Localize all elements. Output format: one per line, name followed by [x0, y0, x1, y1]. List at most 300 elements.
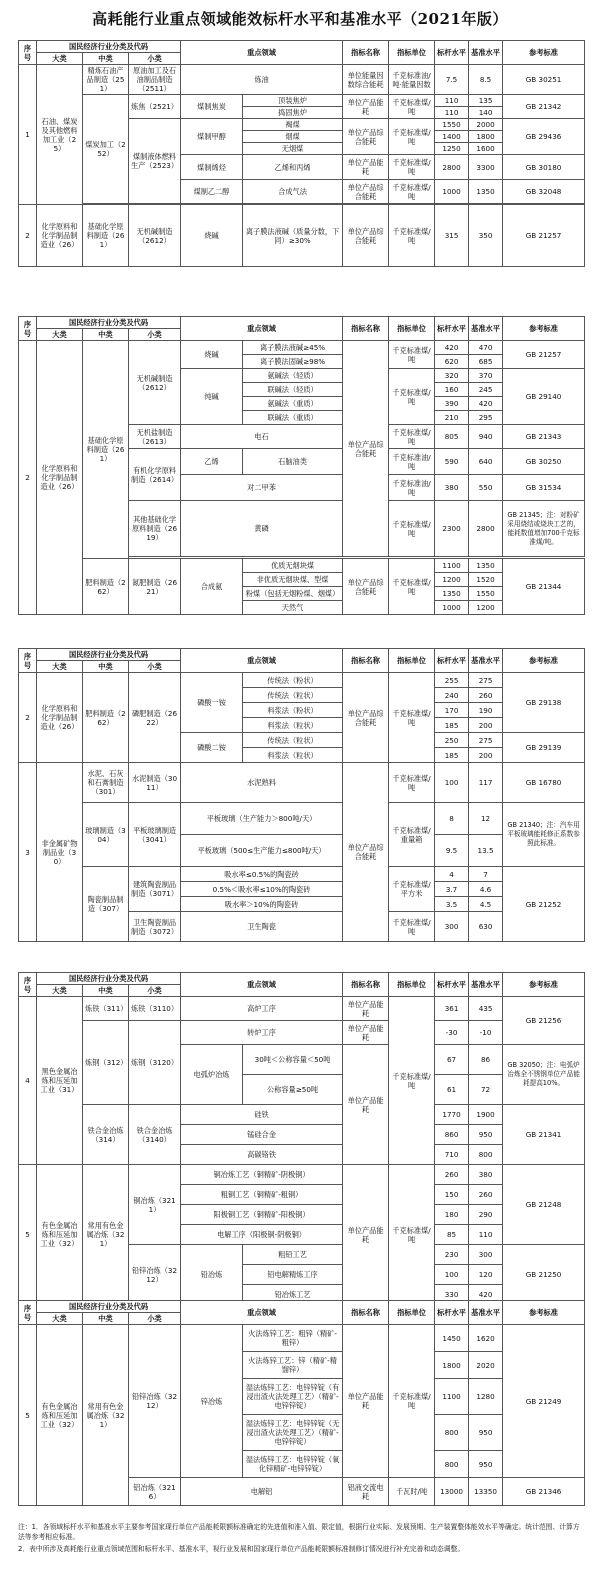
table-cell: GB 29139	[503, 733, 585, 763]
table-cell: GB 30250	[503, 449, 585, 475]
header-baseline: 基准水平	[469, 41, 503, 65]
table-cell: 单位产品综合能耗	[343, 559, 389, 615]
table-cell: 100	[435, 1265, 469, 1285]
energy-table-2	[18, 316, 585, 615]
table-cell: 185	[435, 718, 469, 733]
table-cell: 950	[469, 1451, 503, 1478]
table-cell: 黑色金属冶炼和压延加工业（31）	[37, 997, 83, 1165]
table-cell: 1200	[435, 573, 469, 587]
table-cell: 千克标准煤/吨	[389, 673, 435, 763]
table-cell: 离子膜法液碱（质量分数，下同）≥30%	[243, 205, 343, 267]
table-cell: 260	[469, 1185, 503, 1205]
table-cell: 吸水率＞10%的陶瓷砖	[181, 897, 343, 912]
header-benchmark: 标杆水平	[435, 649, 469, 673]
table-cell: 合成气法	[243, 180, 343, 204]
table-cell: 氨碱法（重质）	[243, 397, 343, 411]
table-cell: 860	[435, 1125, 469, 1145]
table-cell: 电解铝	[181, 1478, 343, 1506]
table-cell: 电解工序（阳极铜-阴极铜）	[181, 1225, 343, 1245]
header-middle: 中类	[83, 1313, 129, 1325]
table-cell: 千克标准煤/吨	[389, 1165, 435, 1305]
header-indicator: 指标名称	[343, 1301, 389, 1325]
table-cell: 640	[469, 449, 503, 475]
table-cell: 粗铅工艺	[243, 1245, 343, 1265]
document-title: 高耗能行业重点领域能效标杆水平和基准水平（2021年版）	[92, 10, 508, 28]
header-seq: 序号	[19, 41, 37, 65]
table-cell: 单位能量因数综合能耗	[343, 65, 389, 95]
table-cell: 1350	[469, 559, 503, 573]
table-cell: 9.5	[435, 835, 469, 867]
table-cell: 千克标准煤/吨	[389, 1325, 435, 1478]
table-cell: GB 21257	[503, 205, 585, 267]
table-cell: 基础化学原料制造（261）	[83, 205, 129, 267]
header-reference: 参考标准	[503, 1301, 585, 1325]
table-cell: 620	[435, 355, 469, 369]
table-cell: 120	[469, 1265, 503, 1285]
table-cell: GB 30251	[503, 65, 585, 95]
table-cell: 单位产品能耗	[343, 1165, 389, 1305]
table-cell: 烧碱	[181, 205, 243, 267]
table-cell: 4.5	[469, 897, 503, 912]
table-cell: 石油、煤炭及其他燃料加工业（25）	[37, 65, 83, 205]
table-cell: 2	[19, 341, 37, 615]
table-cell: 炼钢（312）	[83, 1021, 129, 1105]
table-cell: 火法炼锌工艺：粗锌（精矿-粗锌）	[243, 1325, 343, 1352]
table-cell: 单位产品综合能耗	[343, 341, 389, 557]
table-cell: 粉煤（包括无烟粉煤、烟煤）	[243, 587, 343, 601]
table-cell: 85	[435, 1225, 469, 1245]
table-cell: 高炉工序	[181, 997, 343, 1021]
table-cell: 1620	[469, 1325, 503, 1352]
table-cell: 1900	[469, 1105, 503, 1125]
header-major: 大类	[37, 53, 83, 65]
header-benchmark: 标杆水平	[435, 41, 469, 65]
header-unit: 指标单位	[389, 649, 435, 673]
table-cell: 铅电解精炼工序	[243, 1265, 343, 1285]
table-cell: 料浆法（粒状）	[243, 748, 343, 763]
table-cell: 1770	[435, 1105, 469, 1125]
table-cell: 铜冶炼工艺（铜精矿-阴极铜）	[181, 1165, 343, 1185]
table-cell: 190	[469, 703, 503, 718]
table-cell: 单位产品能耗	[343, 1325, 389, 1478]
table-cell: 有机化学原料制造（2614）	[129, 449, 181, 501]
table-cell: GB 31534	[503, 475, 585, 501]
table-cell: 单位产品能耗	[343, 997, 389, 1021]
table-cell: 纯碱	[181, 369, 243, 425]
table-cell: 86	[469, 1045, 503, 1075]
table-cell: 1400	[435, 131, 469, 143]
energy-table-1	[18, 40, 585, 267]
table-cell: 铁合金冶炼（3140）	[129, 1105, 181, 1165]
header-minor: 小类	[129, 985, 181, 997]
table-cell: 锰硅合金	[181, 1125, 343, 1145]
table-cell: 千克标准煤/吨	[389, 341, 435, 369]
header-benchmark: 标杆水平	[435, 317, 469, 341]
table-cell: 350	[469, 205, 503, 267]
table-cell: 435	[469, 997, 503, 1021]
table-cell: 千克标准煤/吨	[389, 997, 435, 1165]
table-cell: 单位产品综合能耗	[343, 673, 389, 763]
header-baseline: 基准水平	[469, 1301, 503, 1325]
table-cell: 无机盐制造（2613）	[129, 425, 181, 449]
table-cell: 420	[469, 1285, 503, 1305]
table-cell: 常用有色金属冶炼（321）	[83, 1325, 129, 1506]
table-cell: 对二甲苯	[181, 475, 343, 501]
table-cell: 水泥制造（3011）	[129, 763, 181, 803]
table-cell: 3300	[469, 155, 503, 180]
header-benchmark: 标杆水平	[435, 1301, 469, 1325]
table-cell: 380	[469, 1165, 503, 1185]
table-cell: 吸水率≤0.5%的陶瓷砖	[181, 867, 343, 882]
table-cell: GB 21342	[503, 95, 585, 119]
table-cell: 铁合金冶炼（314）	[83, 1105, 129, 1165]
table-cell: 煤炭加工（252）	[83, 95, 129, 204]
header-indicator: 指标名称	[343, 973, 389, 997]
table-cell: 8.5	[469, 65, 503, 95]
table-cell: 合成氨	[181, 559, 243, 615]
table-cell: 常用有色金属冶炼（321）	[83, 1165, 129, 1305]
footnote-1: 注：1．各领域标杆水平和基准水平主要参考国家现行单位产品能耗限额标准确定的先进值和准入值、限定值，根据行业实际、发展预期、生产装置整体能效水平等确定。统计范围、计算方法等参考相应标准。	[18, 1523, 580, 1541]
header-baseline: 基准水平	[469, 649, 503, 673]
table-cell: 420	[469, 397, 503, 411]
table-cell: 水泥熟料	[181, 763, 343, 803]
table-cell: 180	[435, 1205, 469, 1225]
table-cell: 粗铜工艺（铜精矿-粗铜）	[181, 1185, 343, 1205]
header-classification: 国民经济行业分类及代码	[37, 973, 181, 985]
table-row	[19, 559, 585, 573]
table-cell: 1250	[435, 143, 469, 155]
header-baseline: 基准水平	[469, 973, 503, 997]
table-cell: 传统法（粉状）	[243, 673, 343, 688]
table-cell: 245	[469, 383, 503, 397]
table-block-5	[18, 1300, 584, 1506]
table-cell: 320	[435, 369, 469, 383]
table-cell: 100	[435, 763, 469, 803]
table-cell: 公称容量≥50吨	[243, 1075, 343, 1105]
table-cell: 湿法炼锌工艺：电锌锌锭（有浸出渣火法处理工艺）（精矿-电锌锌锭）	[243, 1379, 343, 1415]
table-cell: 170	[435, 703, 469, 718]
header-major: 大类	[37, 661, 83, 673]
header-major: 大类	[37, 329, 83, 341]
table-cell: 单位产品综合能耗	[343, 119, 389, 155]
header-field: 重点领域	[181, 317, 343, 341]
table-cell: 260	[435, 1165, 469, 1185]
table-cell: -10	[469, 1021, 503, 1045]
table-cell: 590	[435, 449, 469, 475]
table-cell: 800	[469, 1145, 503, 1165]
table-cell: 顶装焦炉	[243, 95, 343, 107]
header-major: 大类	[37, 1313, 83, 1325]
table-cell: GB 32050；注：电弧炉冶炼全不锈钢单位产品能耗提高10%。	[503, 1045, 585, 1105]
table-cell: GB 32048	[503, 180, 585, 204]
table-cell: GB 21248	[503, 1165, 585, 1245]
table-cell: 火法炼锌工艺：锌（精矿-精馏锌）	[243, 1352, 343, 1379]
table-cell: 褐煤	[243, 119, 343, 131]
header-classification: 国民经济行业分类及代码	[37, 649, 181, 661]
table-cell: 2800	[469, 501, 503, 557]
table-block-2	[18, 316, 584, 615]
table-cell: 铅冶炼工艺	[243, 1285, 343, 1305]
table-cell: 磷肥制造（2622）	[129, 673, 181, 763]
table-cell: 800	[435, 1451, 469, 1478]
table-cell: 5	[19, 1325, 37, 1506]
table-cell: 470	[469, 341, 503, 355]
header-seq: 序号	[19, 649, 37, 673]
table-row	[19, 65, 585, 95]
table-cell: 72	[469, 1075, 503, 1105]
table-cell: 1600	[469, 143, 503, 155]
table-cell: 110	[435, 95, 469, 107]
table-cell: 玻璃制造（304）	[83, 803, 129, 867]
table-cell: 千克标准油/吨·能量因数	[389, 65, 435, 95]
table-cell: 210	[435, 411, 469, 425]
table-cell: GB 21250	[503, 1245, 585, 1305]
table-row	[19, 1021, 585, 1045]
header-unit: 指标单位	[389, 41, 435, 65]
table-cell: 2020	[469, 1352, 503, 1379]
table-cell: 铅锌冶炼（3212）	[129, 1325, 181, 1478]
table-cell: 940	[469, 425, 503, 449]
table-cell: 1	[19, 65, 37, 205]
table-cell: 7	[469, 867, 503, 882]
table-cell: 295	[469, 411, 503, 425]
table-cell: 铝冶炼（3216）	[129, 1478, 181, 1506]
table-cell: 1350	[435, 587, 469, 601]
table-cell: GB 21344	[503, 559, 585, 615]
table-cell: 5	[19, 1165, 37, 1305]
table-cell: 乙烯	[181, 449, 243, 475]
table-cell: 110	[435, 107, 469, 119]
table-cell: 其他基础化学原料制造（2619）	[129, 501, 181, 557]
header-reference: 参考标准	[503, 41, 585, 65]
table-cell: 炼铁（311）	[83, 997, 129, 1021]
table-cell: 非优质无烟块煤、型煤	[243, 573, 343, 587]
header-field: 重点领域	[181, 41, 343, 65]
header-indicator: 指标名称	[343, 649, 389, 673]
header-middle: 中类	[83, 661, 129, 673]
table-cell: 炼钢（3120）	[129, 1021, 181, 1105]
table-cell: 315	[435, 205, 469, 267]
table-cell: 平板玻璃（500≤生产能力≤800吨/天）	[181, 835, 343, 867]
table-cell: 煤制液体燃料生产（2523）	[129, 119, 181, 204]
table-cell: 千克标准油/吨	[389, 475, 435, 501]
table-cell: 千克标准煤/吨	[389, 425, 435, 449]
header-unit: 指标单位	[389, 317, 435, 341]
table-cell: 1000	[435, 601, 469, 615]
header-unit: 指标单位	[389, 1301, 435, 1325]
table-cell: 单位产品能耗	[343, 95, 389, 119]
header-seq: 序号	[19, 317, 37, 341]
table-row	[19, 341, 585, 355]
table-cell: 260	[469, 688, 503, 703]
header-seq: 序号	[19, 1301, 37, 1325]
table-cell: GB 30180	[503, 155, 585, 180]
header-classification: 国民经济行业分类及代码	[37, 317, 181, 329]
table-cell: 300	[469, 1245, 503, 1265]
table-cell: GB 29138	[503, 673, 585, 733]
table-cell: 1350	[469, 180, 503, 204]
table-cell: GB 29436	[503, 119, 585, 155]
table-cell: 420	[435, 341, 469, 355]
table-cell: 氨碱法（轻质）	[243, 369, 343, 383]
header-minor: 小类	[129, 661, 181, 673]
table-cell: 单位产品能耗	[343, 155, 389, 180]
table-cell: 千克标准煤/吨	[389, 180, 435, 204]
header-minor: 小类	[129, 1313, 181, 1325]
header-indicator: 指标名称	[343, 317, 389, 341]
table-cell: 联碱法（轻质）	[243, 383, 343, 397]
table-cell: 710	[435, 1145, 469, 1165]
table-cell: 13.5	[469, 835, 503, 867]
table-row	[19, 95, 585, 107]
table-row	[19, 867, 585, 882]
table-cell: 380	[435, 475, 469, 501]
table-cell: 离子膜法液碱≥45%	[243, 341, 343, 355]
table-cell: 有色金属冶炼和压延加工业（32）	[37, 1325, 83, 1506]
table-cell: 化学原料和化学制品制造业（26）	[37, 341, 83, 615]
table-cell: 单位产品综合能耗	[343, 205, 389, 267]
table-cell: 锌冶炼	[181, 1325, 243, 1478]
table-cell: 优质无烟块煤	[243, 559, 343, 573]
table-cell: 无机碱制造（2612）	[129, 341, 181, 425]
table-cell: 135	[469, 95, 503, 107]
table-cell: 250	[435, 733, 469, 748]
table-cell: 千克标准煤/吨	[389, 95, 435, 119]
table-cell: 1100	[435, 1379, 469, 1415]
table-cell: 300	[435, 912, 469, 942]
table-cell: 转炉工序	[181, 1021, 343, 1045]
table-cell: 67	[435, 1045, 469, 1075]
table-cell: 无烟煤	[243, 143, 343, 155]
header-field: 重点领域	[181, 1301, 343, 1325]
table-cell: 7.5	[435, 65, 469, 95]
table-cell: 30吨＜公称容量＜50吨	[243, 1045, 343, 1075]
table-cell: 千克标准煤/吨	[389, 559, 435, 615]
header-major: 大类	[37, 985, 83, 997]
table-row	[19, 205, 585, 267]
table-cell: 3.7	[435, 882, 469, 897]
header-indicator: 指标名称	[343, 41, 389, 65]
table-cell: 氮肥制造（2621）	[129, 559, 181, 615]
table-cell: 1200	[469, 601, 503, 615]
table-cell: 2	[19, 205, 37, 267]
table-cell: 卫生陶瓷	[181, 912, 343, 942]
table-cell: 石脑油类	[243, 449, 343, 475]
table-cell: 1550	[469, 587, 503, 601]
table-cell: 4	[19, 997, 37, 1165]
energy-table-5	[18, 1300, 585, 1506]
table-cell: GB 21252	[503, 867, 585, 942]
header-middle: 中类	[83, 329, 129, 341]
table-cell: 非金属矿物制品业（30）	[37, 763, 83, 942]
table-cell: 捣固焦炉	[243, 107, 343, 119]
table-cell: 铅冶炼	[181, 1245, 243, 1305]
table-cell: 湿法炼锌工艺：电锌锌锭（无浸出渣火法处理工艺）（精矿-电锌锌锭）	[243, 1415, 343, 1451]
table-cell: 1550	[435, 119, 469, 131]
table-cell: 61	[435, 1075, 469, 1105]
table-cell: 2000	[469, 119, 503, 131]
table-cell: 联碱法（重质）	[243, 411, 343, 425]
table-cell: 1800	[435, 1352, 469, 1379]
table-cell: 0.5%＜吸水率≤10%的陶瓷砖	[181, 882, 343, 897]
table-block-1	[18, 40, 584, 267]
table-cell: 煤制甲醇	[181, 119, 243, 155]
table-cell: GB 21345；注：对粉矿采用烧结或烧块工艺的，能耗数值增加700千克标准煤/吨。	[503, 501, 585, 557]
header-classification: 国民经济行业分类及代码	[37, 1301, 181, 1313]
table-cell: 千克标准煤/吨	[389, 205, 435, 267]
table-cell: 炼油	[181, 65, 343, 95]
table-cell: GB 29140	[503, 369, 585, 425]
table-cell: 单位产品能耗	[343, 1045, 389, 1165]
table-cell: 磷酸一铵	[181, 673, 243, 733]
table-cell: GB 21249	[503, 1325, 585, 1478]
table-cell: 330	[435, 1285, 469, 1305]
table-cell: GB 16780	[503, 763, 585, 803]
table-cell: 铜冶炼（3211）	[129, 1165, 181, 1245]
table-cell: 煤制烯烃	[181, 155, 243, 180]
table-cell: 单位产品能耗	[343, 1021, 389, 1045]
header-seq: 序号	[19, 973, 37, 997]
table-cell: 单位产品综合能耗	[343, 180, 389, 204]
table-cell: 水泥、石灰和石膏制造（301）	[83, 763, 129, 803]
table-cell: 离子膜法固碱≥98%	[243, 355, 343, 369]
header-benchmark: 标杆水平	[435, 973, 469, 997]
table-cell: 550	[469, 475, 503, 501]
table-cell: GB 21343	[503, 425, 585, 449]
table-cell: 12	[469, 803, 503, 835]
table-cell: 13350	[469, 1478, 503, 1506]
table-cell: 800	[435, 1415, 469, 1451]
table-cell: 千克标准煤/平方米	[389, 867, 435, 912]
table-cell: 平板玻璃制造（3041）	[129, 803, 181, 867]
table-cell: 阳极铜工艺（铜精矿-阳极铜）	[181, 1205, 343, 1225]
table-cell: 2300	[435, 501, 469, 557]
table-cell: 950	[469, 1125, 503, 1145]
table-cell: 117	[469, 763, 503, 803]
table-cell: 805	[435, 425, 469, 449]
table-cell: 单位产品综合能耗	[343, 763, 389, 942]
table-cell: 肥料制造（262）	[83, 559, 129, 615]
table-cell: 8	[435, 803, 469, 835]
table-cell: 110	[469, 1225, 503, 1245]
header-minor: 小类	[129, 329, 181, 341]
table-cell: GB 21346	[503, 1478, 585, 1506]
table-cell: 磷酸二铵	[181, 733, 243, 763]
table-cell: 千克标准煤/吨	[389, 763, 435, 803]
table-cell: 1280	[469, 1379, 503, 1415]
table-row	[19, 803, 585, 835]
table-cell: 天然气	[243, 601, 343, 615]
table-cell: 基础化学原料制造（261）	[83, 341, 129, 559]
table-cell: 2	[19, 673, 37, 763]
table-cell: 630	[469, 912, 503, 942]
table-cell: 1100	[435, 559, 469, 573]
table-cell: 料浆法（粒状）	[243, 718, 343, 733]
table-cell: GB 21340；注：汽车用平板玻璃能耗修正系数参照此标准。	[503, 803, 585, 867]
table-cell: 361	[435, 997, 469, 1021]
table-cell: 高碳铬铁	[181, 1145, 343, 1165]
table-cell: 铝液交流电耗	[343, 1478, 389, 1506]
table-cell: 料浆法（粉状）	[243, 703, 343, 718]
table-cell: 建筑陶瓷制品制造（3071）	[129, 867, 181, 912]
table-cell: 240	[435, 688, 469, 703]
table-row	[19, 763, 585, 803]
table-row	[19, 673, 585, 688]
table-cell: 千克标准煤/吨	[389, 119, 435, 155]
table-cell: 平板玻璃（生产能力＞800吨/天）	[181, 803, 343, 835]
table-cell: 湿法炼锌工艺：电锌锌锭（氧化锌精矿-电锌锌锭）	[243, 1451, 343, 1478]
table-cell: 乙烯和丙烯	[243, 155, 343, 180]
